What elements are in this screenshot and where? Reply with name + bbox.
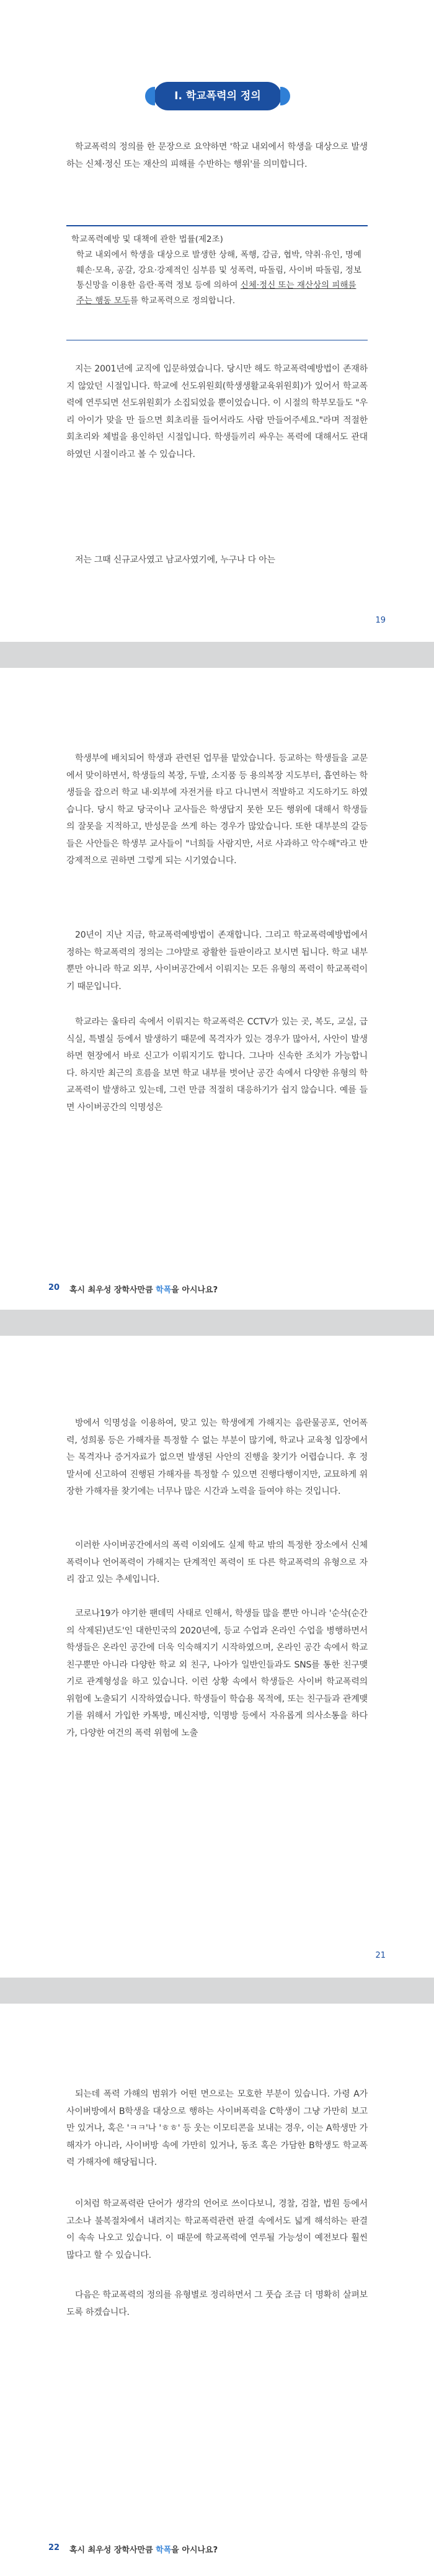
running-footer-title: 혹시 최우성 장학사만큼 학폭을 아시나요? [69,2546,218,2555]
section-heading: I. 학교폭력의 정의 [174,90,261,102]
page-gap [0,642,434,668]
running-footer-title: 혹시 최우성 장학사만큼 학폭을 아시나요? [69,1286,218,1295]
law-box-underline: 신체·정신 또는 재산상의 피해를 주는 행동 모두 [76,280,356,306]
page-gap [0,1310,434,1336]
paragraph: 방에서 익명성을 이용하여, 맞고 있는 학생에게 가해지는 음란물공포, 언어폭력, 성희롱 등은 가해자를 특정할 수 없는 부분이 많기에, 학교나 교육청 입장에서는 목격자나 증거자료가 없으면 발생된 사안의 진행을 찾기가 어렵습니다. 후 정말서에 신고하여 진행된 가해자를 특정할 수 있으면 진행다행이지만, 교묘하게 위장한 가해자를 찾기에는 너무나 많은 시간과 노력을 들여야 하는 것입니다. [66,1418,368,1496]
paragraph: 학교폭력의 정의를 한 문장으로 요약하면 '학교 내외에서 학생을 대상으로 발생하는 신체·정신 또는 재산의 피해를 수반하는 행위'를 의미합니다. [66,142,368,169]
page-21 [0,1336,434,1978]
paragraph: 이처럼 학교폭력란 단어가 생각의 언어로 쓰이다보니, 경찰, 검찰, 법원 등에서 고소나 불복절차에서 내려지는 학교폭력관련 판결 속에서도 넓게 해석하는 판결이 속속 나오고 있습니다. 이 때문에 학교폭력에 연루될 가능성이 예전보다 훨씬 많다고 할 수 있습니다. [66,2199,368,2260]
paragraph: 코로나19가 야기한 팬데믹 사태로 인해서, 학생들 많을 뿐만 아니라 '순삭(순간의 삭제된)년도'인 대한민국의 2020년에, 등교 수업과 온라인 수업을 병행하면서 학생들은 온라인 공간에 더욱 익숙해지기 시작하였으며, 온라인 공간 속에서 학교 친구뿐만 아니라 다양한 학교 외 친구, 나아가 일반인들과도 SNS를 통한 친구맺기로 관계형성을 하고 있습니다. 이런 상황 속에서 학생들은 사이버 학교폭력의 위험에 노출되기 시작하였습니다. 학생들이 학습용 목적에, 또는 친구들과 관계맺기를 위해서 가입한 카톡방, 메신저방, 익명방 등에서 자유롭게 의사소통을 하다가, 다양한 여건의 폭력 위험에 노출 [66,1609,368,1738]
paragraph: 학교라는 울타리 속에서 이뤄지는 학교폭력은 CCTV가 있는 곳, 복도, 교실, 급식실, 특별실 등에서 발생하기 때문에 목격자가 있는 경우가 많아서, 사안이 발생하면 현장에서 바로 신고가 이뤄지기도 합니다. 그나마 신속한 조치가 가능합니다. 하지만 최근의 흐름을 보면 학교 내부를 벗어난 공간 속에서 다양한 유형의 학교폭력이 발생하고 있는데, 그런 만큼 적절히 대응하기가 쉽지 않습니다. 예를 들면 사이버공간의 익명성은 [66,1017,368,1113]
paragraph: 저는 그때 신규교사였고 남교사였기에, 누구나 다 아는 [75,555,275,565]
page-gap [0,1978,434,2004]
paragraph: 학생부에 배치되어 학생과 관련된 업무를 맡았습니다. 등교하는 학생들을 교문에서 맞이하면서, 학생들의 복장, 두발, 소지품 등 용의복장 지도부터, 흡연하는 학생들을 잡으러 학교 내·외부에 자전거를 타고 다니면서 적발하고 지도하기도 하였습니다. 당시 학교 당국이나 교사들은 학생답지 못한 모든 행위에 대해서 학생들의 잘못을 지적하고, 반성문을 쓰게 하는 경우가 많았습니다. 또한 대부분의 갈등들은 사안들은 학생부 교사들이 "너희들 사람지만, 서로 사과하고 악수해"라고 반강제적으로 권하면 그렇게 되는 시기였습니다. [66,753,368,866]
law-definition-box [66,225,368,340]
page-number: 22 [48,2543,60,2552]
paragraph: 이러한 사이버공간에서의 폭력 이외에도 실제 학교 밖의 특정한 장소에서 신체폭력이나 언어폭력이 가해지는 단계적인 폭력이 또 다른 학교폭력의 유형으로 자리 잡고 있는 추세입니다. [66,1540,368,1584]
page-number: 20 [48,1283,60,1292]
paragraph: 되는데 폭력 가해의 범위가 어떤 면으로는 모호한 부분이 있습니다. 가령 A가 사이버방에서 B학생을 대상으로 행하는 사이버폭력을 C학생이 그냥 가만히 보고만 있거나, 혹은 'ㅋㅋ'나 'ㅎㅎ' 등 웃는 이모티콘을 보내는 경우, 이는 A학생만 가해자가 아니라, 사이버방 속에 가만히 있거나, 동조 혹은 가담한 B학생도 학교폭력 가해자에 해당됩니다. [66,2089,368,2167]
page-20 [0,668,434,1310]
page-number: 19 [375,616,386,625]
paragraph: 다음은 학교폭력의 정의를 유형별로 정리하면서 그 풋습 조금 더 명확히 살펴보도록 하겠습니다. [66,2290,368,2317]
law-box-body: 학교 내외에서 학생을 대상으로 발생한 상해, 폭행, 감금, 협박, 약취·유인, 명예훼손·모욕, 공갈, 강요·강제적인 심부름 및 성폭력, 따돌림, 사이버 따돌림, 정보통신망을 이용한 음란·폭력 정보 등에 의하여 신체·정신 또는 재산상의 피해를 주는 행동 모두를 학교폭력으로 정의합니다. [76,250,361,306]
page-19 [0,0,434,642]
page-22 [0,2004,434,2576]
paragraph: 지는 2001년에 교직에 입문하였습니다. 당시만 해도 학교폭력예방법이 존재하지 않았던 시절입니다. 학교에 선도위원회(학생생활교육위원회)가 있어서 학교폭력에 연루되면 선도위원회가 소집되었을 뿐이었습니다. 이 시절의 학부모들도 "우리 아이가 맞을 만 들으면 회초리를 들어서라도 사람 만들어주세요."라며 적절한 회초리와 체벌을 용인하던 시절입니다. 학생들끼리 싸우는 폭력에 대해서도 관대하였던 시절이라고 볼 수 있습니다. [66,364,368,460]
law-box-title: 학교폭력예방 및 대책에 관한 법률(제2조) [71,234,223,244]
paragraph: 20년이 지난 지금, 학교폭력예방법이 존재합니다. 그리고 학교폭력예방법에서 정하는 학교폭력의 정의는 그야말로 광활한 들판이라고 보시면 됩니다. 학교 내부뿐만 아니라 학교 외부, 사이버공간에서 이뤄지는 모든 유형의 폭력이 학교폭력이기 때문입니다. [66,930,368,992]
section-heading-badge [154,82,281,110]
page-number: 21 [375,1951,386,1960]
